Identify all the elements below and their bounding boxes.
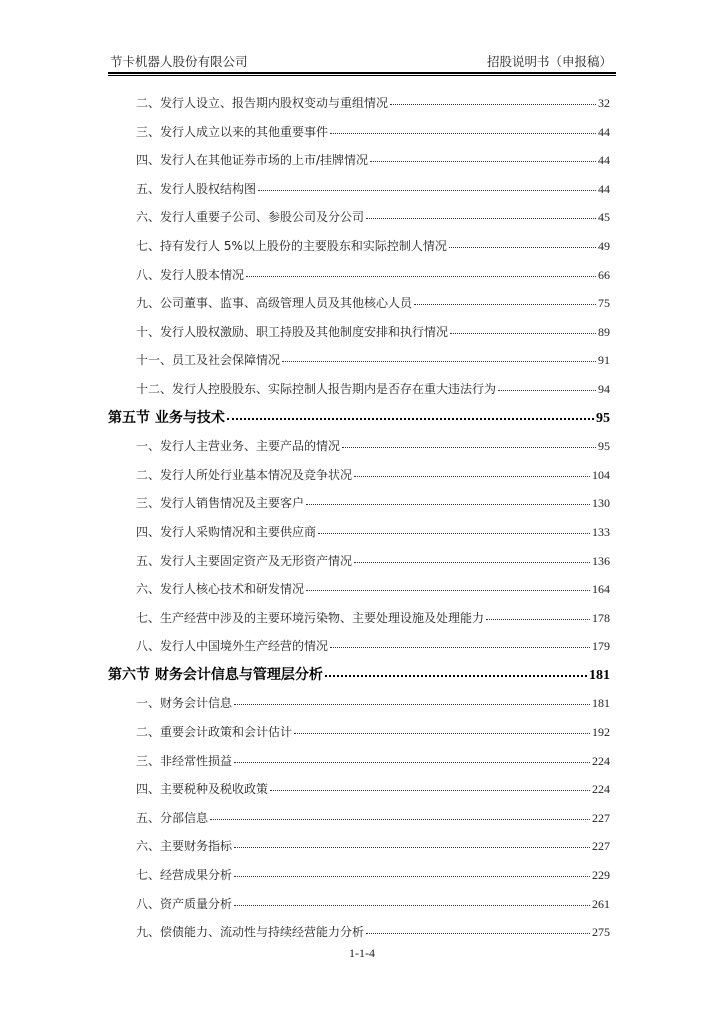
toc-entry[interactable] (108, 289, 610, 318)
toc-dot-leader (342, 446, 596, 448)
toc-dot-leader (450, 332, 596, 334)
toc-dot-leader (366, 217, 596, 219)
toc-entry-title: 二、发行人所处行业基本情况及竞争状况 (136, 467, 353, 482)
toc-section-heading[interactable] (108, 661, 610, 690)
toc-dot-leader (325, 674, 587, 677)
toc-entry-title: 五、发行人股权结构图 (136, 181, 257, 196)
toc-entry[interactable] (108, 832, 610, 861)
toc-entry-title: 十、发行人股权激励、职工持股及其他制度安排和执行情况 (136, 324, 449, 339)
toc-entry-title: 六、发行人重要子公司、参股公司及分公司 (136, 210, 365, 225)
toc-entry-page: 49 (598, 238, 610, 253)
toc-dot-leader (486, 618, 590, 620)
toc-entry[interactable] (108, 261, 610, 290)
toc-dot-leader (306, 589, 590, 591)
toc-entry-page: 75 (598, 296, 610, 311)
header-rule-thin (108, 75, 616, 76)
toc-entry-title: 八、资产质量分析 (136, 896, 233, 911)
toc-entry-title: 四、发行人采购情况和主要供应商 (136, 524, 317, 539)
page-number: 1-1-4 (349, 946, 375, 960)
toc-dot-leader (227, 417, 594, 420)
toc-entry-page: 181 (592, 696, 610, 711)
header-company-name: 节卡机器人股份有限公司 (110, 54, 248, 69)
toc-dot-leader (330, 646, 590, 648)
toc-entry[interactable] (108, 232, 610, 261)
toc-entry-title: 十二、发行人控股股东、实际控制人报告期内是否存在重大违法行为 (136, 381, 497, 396)
toc-entry[interactable] (108, 375, 610, 404)
toc-entry-page: 179 (592, 639, 610, 654)
toc-dot-leader (354, 475, 590, 477)
toc-entry-title: 第五节 业务与技术 (108, 409, 225, 426)
toc-entry-title: 一、财务会计信息 (136, 696, 233, 711)
toc-dot-leader (246, 275, 596, 277)
toc-entry[interactable] (108, 118, 610, 147)
toc-entry-title: 七、生产经营中涉及的主要环境污染物、主要处理设施及处理能力 (136, 610, 485, 625)
toc-entry-page: 95 (596, 410, 610, 426)
toc-entry[interactable] (108, 718, 610, 747)
toc-section-heading[interactable] (108, 404, 610, 433)
toc-entry-title: 六、主要财务指标 (136, 839, 233, 854)
toc-entry[interactable] (108, 918, 610, 947)
toc-entry-title: 五、发行人主要固定资产及无形资产情况 (136, 553, 353, 568)
toc-entry-page: 44 (598, 124, 610, 139)
toc-entry-page: 130 (592, 496, 610, 511)
toc-entry-page: 45 (598, 210, 610, 225)
toc-entry-page: 104 (592, 467, 610, 482)
header-rule-thick (108, 72, 616, 74)
toc-entry-page: 227 (592, 839, 610, 854)
toc-entry-title: 六、发行人核心技术和研发情况 (136, 582, 305, 597)
toc-entry-title: 七、持有发行人 5%以上股份的主要股东和实际控制人情况 (136, 238, 447, 253)
toc-entry-page: 181 (589, 667, 610, 683)
toc-dot-leader (370, 160, 596, 162)
toc-entry[interactable] (108, 346, 610, 375)
toc-entry-page: 133 (592, 524, 610, 539)
toc-entry[interactable] (108, 575, 610, 604)
toc-entry[interactable] (108, 747, 610, 776)
toc-dot-leader (354, 561, 590, 563)
toc-entry[interactable] (108, 203, 610, 232)
toc-entry-page: 66 (598, 267, 610, 282)
toc-entry-title: 九、公司董事、监事、高级管理人员及其他核心人员 (136, 296, 413, 311)
toc-entry-page: 261 (592, 896, 610, 911)
toc-dot-leader (270, 789, 590, 791)
toc-entry-title: 一、发行人主营业务、主要产品的情况 (136, 439, 341, 454)
toc-entry[interactable] (108, 604, 610, 633)
toc-entry[interactable] (108, 518, 610, 547)
toc-entry-page: 227 (592, 810, 610, 825)
toc-dot-leader (390, 103, 596, 105)
toc-entry-title: 十一、员工及社会保障情况 (136, 353, 281, 368)
toc-dot-leader (282, 360, 596, 362)
header-document-title: 招股说明书（申报稿） (486, 54, 612, 69)
toc-dot-leader (234, 875, 590, 877)
toc-entry[interactable] (108, 318, 610, 347)
toc-entry[interactable] (108, 461, 610, 490)
toc-entry-title: 五、分部信息 (136, 810, 209, 825)
toc-entry-title: 七、经营成果分析 (136, 868, 233, 883)
toc-entry-page: 32 (598, 96, 610, 110)
toc-entry-title: 二、发行人设立、报告期内股权变动与重组情况 (136, 96, 389, 110)
toc-entry-page: 224 (592, 782, 610, 797)
toc-entry[interactable] (108, 804, 610, 833)
toc-entry[interactable] (108, 632, 610, 661)
toc-dot-leader (258, 189, 596, 191)
toc-entry-page: 94 (598, 381, 610, 396)
toc-entry-title: 八、发行人中国境外生产经营的情况 (136, 639, 329, 654)
table-of-contents (108, 89, 610, 947)
toc-dot-leader (210, 818, 590, 820)
toc-entry-title: 二、重要会计政策和会计估计 (136, 725, 293, 740)
toc-entry-title: 三、发行人成立以来的其他重要事件 (136, 124, 329, 139)
toc-entry-page: 91 (598, 353, 610, 368)
toc-entry-title: 四、发行人在其他证券市场的上市/挂牌情况 (136, 153, 369, 168)
toc-dot-leader (498, 389, 596, 391)
toc-entry-page: 178 (592, 610, 610, 625)
toc-dot-leader (234, 703, 590, 705)
toc-dot-leader (330, 132, 596, 134)
toc-dot-leader (234, 846, 590, 848)
toc-entry[interactable] (108, 89, 610, 118)
toc-entry[interactable] (108, 547, 610, 576)
toc-entry[interactable] (108, 146, 610, 175)
toc-dot-leader (306, 503, 590, 505)
toc-dot-leader (414, 303, 596, 305)
toc-entry-page: 44 (598, 181, 610, 196)
toc-dot-leader (366, 932, 590, 934)
toc-entry-title: 八、发行人股本情况 (136, 267, 245, 282)
toc-dot-leader (449, 246, 596, 248)
toc-entry-title: 三、非经常性损益 (136, 753, 233, 768)
toc-entry-title: 第六节 财务会计信息与管理层分析 (108, 666, 323, 683)
toc-entry-page: 224 (592, 753, 610, 768)
toc-entry-page: 275 (592, 925, 610, 940)
toc-dot-leader (234, 904, 590, 906)
toc-entry-title: 九、偿债能力、流动性与持续经营能力分析 (136, 925, 365, 940)
page-header (108, 52, 616, 72)
toc-entry-title: 四、主要税种及税收政策 (136, 782, 269, 797)
toc-entry-page: 89 (598, 324, 610, 339)
toc-dot-leader (318, 532, 590, 534)
toc-entry-page: 164 (592, 582, 610, 597)
toc-entry[interactable] (108, 890, 610, 919)
toc-dot-leader (294, 732, 590, 734)
toc-entry[interactable] (108, 775, 610, 804)
toc-entry-page: 95 (598, 439, 610, 454)
toc-entry-page: 44 (598, 153, 610, 168)
toc-entry[interactable] (108, 175, 610, 204)
toc-dot-leader (234, 761, 590, 763)
toc-entry[interactable] (108, 432, 610, 461)
toc-entry-title: 三、发行人销售情况及主要客户 (136, 496, 305, 511)
toc-entry-page: 136 (592, 553, 610, 568)
toc-entry[interactable] (108, 861, 610, 890)
toc-entry[interactable] (108, 489, 610, 518)
toc-entry[interactable] (108, 689, 610, 718)
toc-entry-page: 229 (592, 868, 610, 883)
toc-entry-page: 192 (592, 725, 610, 740)
